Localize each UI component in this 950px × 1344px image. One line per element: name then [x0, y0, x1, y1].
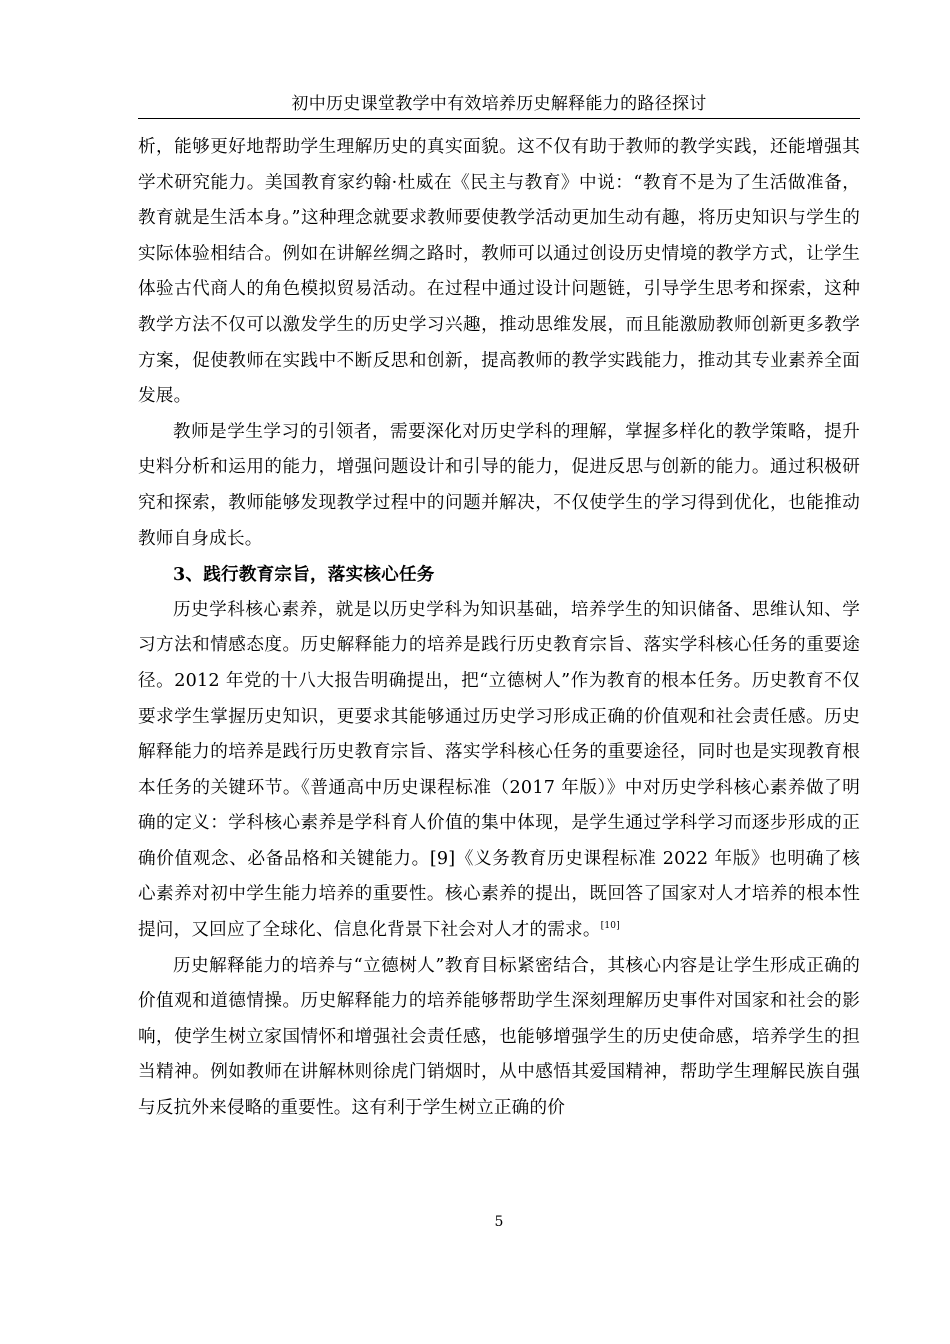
running-header: 初中历史课堂教学中有效培养历史解释能力的路径探讨 — [291, 94, 707, 114]
paragraph-continued: 析，能够更好地帮助学生理解历史的真实面貌。这不仅有助于教师的教学实践，还能增强其学术研究能力。美国教育家约翰·杜威在《民主与教育》中说：“教育不是为了生活做准备，教育就是生活本身。”这种理念就要求教师要使教学活动更加生动有趣，将历史知识与学生的实际体验相结合。例如在讲解丝绸之路时，教师可以通过创设历史情境的教学方式，让学生体验古代商人的角色模拟贸易活动。在过程中通过设计问题链，引导学生思考和探索，这种教学方法不仅可以激发学生的历史学习兴趣，推动思维发展，而且能激励教师创新更多教学方案，促使教师在实践中不断反思和创新，提高教师的教学实践能力，推动其专业素养全面发展。 — [138, 137, 860, 407]
paragraph-text: 历史学科核心素养，就是以历史学科为知识基础，培养学生的知识储备、思维认知、学习方法和情感态度。历史解释能力的培养是践行历史教育宗旨、落实学科核心任务的重要途径。2012 年党的十八大报告明确提出，把“立德树人”作为教育的根本任务。历史教育不仅要求学生掌握历史知识，更要求其能够通过历史学习形成正确的价值观和社会责任感。历史解释能力的培养是践行历史教育宗旨、落实学科核心任务的重要途径，同时也是实现教育根本任务的关键环节。《普通高中历史课程标准（2017 年版）》中对历史学科核心素养做了明确的定义：学科核心素养是学科育人价值的集中体现，是学生通过学科学习而逐步形成的正确价值观念、必备品格和关键能力。[9]《义务教育历史课程标准 2022 年版》也明确了核心素养对初中学生能力培养的重要性。核心素养的提出，既回答了国家对人才培养的根本性提问，又回应了全球化、信息化背景下社会对人才的需求。 — [138, 599, 860, 941]
page-number: 5 — [494, 1214, 504, 1230]
paragraph: 历史解释能力的培养与“立德树人”教育目标紧密结合，其核心内容是让学生形成正确的价值观和道德情操。历史解释能力的培养能够帮助学生深刻理解历史事件对国家和社会的影响，使学生树立家国情怀和增强社会责任感，也能够增强学生的历史使命感，培养学生的担当精神。例如教师在讲解林则徐虎门销烟时，从中感悟其爱国精神，帮助学生理解民族自强与反抗外来侵略的重要性。这有利于学生树立正确的价 — [138, 955, 860, 1119]
paragraph — [138, 593, 860, 949]
citation-superscript: [10] — [600, 921, 620, 932]
header-rule — [138, 118, 860, 119]
paragraph: 教师是学生学习的引领者，需要深化对历史学科的理解，掌握多样化的教学策略，提升史料分析和运用的能力，增强问题设计和引导的能力，促进反思与创新的能力。通过积极研究和探索，教师能够发现教学过程中的问题并解决，不仅使学生的学习得到优化，也能推动教师自身成长。 — [138, 421, 860, 549]
body-text — [138, 130, 860, 1127]
section-heading: 3、践行教育宗旨，落实核心任务 — [173, 564, 435, 586]
